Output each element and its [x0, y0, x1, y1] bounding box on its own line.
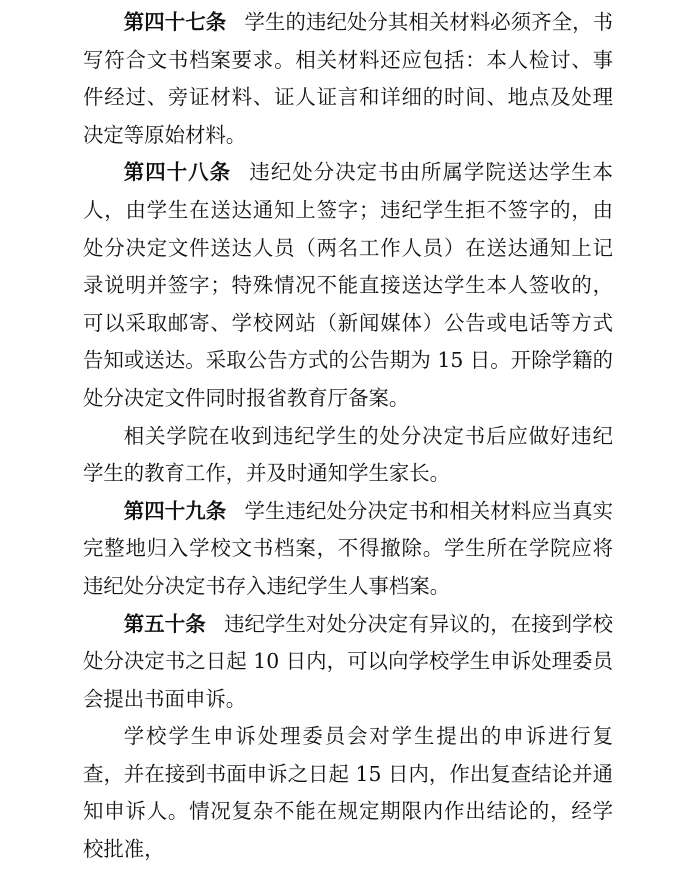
paragraph-article-49	[83, 493, 613, 606]
paragraph-article-50	[83, 606, 613, 719]
article-number: 第四十八条	[123, 160, 232, 185]
paragraph-text: 学生的违纪处分其相关材料必须齐全，书写符合文书档案要求。相关材料还应包括：本人检讨、事件经过、旁证材料、证人证言和详细的时间、地点及处理决定等原始材料。	[83, 10, 614, 147]
paragraph-article-48-continued	[83, 418, 613, 493]
paragraph-text: 违纪处分决定书由所属学院送达学生本人，由学生在送达通知上签字；违纪学生拒不签字的，由处分决定文件送达人员（两名工作人员）在送达通知上记录说明并签字；特殊情况不能直接送达学生本人签收的，可以采取邮寄、学校网站（新闻媒体）公告或电话等方式告知或送达。采取公告方式的公告期为 15 日。开除学籍的处分决定文件同时报省教育厅备案。	[83, 160, 614, 410]
paragraph-article-47	[83, 4, 613, 154]
paragraph-text: 相关学院在收到违纪学生的处分决定书后应做好违纪学生的教育工作，并及时通知学生家长。	[83, 423, 613, 486]
article-number: 第四十七条	[123, 10, 227, 34]
paragraph-article-50-continued	[83, 718, 613, 868]
article-number: 第五十条	[123, 611, 206, 636]
paragraph-article-48	[83, 154, 613, 417]
document-page	[83, 4, 613, 869]
paragraph-text: 学生违纪处分决定书和相关材料应当真实完整地归入学校文书档案，不得撤除。学生所在学院应将违纪处分决定书存入违纪学生人事档案。	[83, 498, 614, 598]
paragraph-text: 违纪学生对处分决定有异议的，在接到学校处分决定书之日起 10 日内，可以向学校学生申诉处理委员会提出书面申诉。	[83, 611, 614, 711]
paragraph-text: 学校学生申诉处理委员会对学生提出的申诉进行复查，并在接到书面申诉之日起 15 日内，作出复查结论并通知申诉人。情况复杂不能在规定期限内作出结论的，经学校批准，	[83, 724, 613, 862]
article-number: 第四十九条	[123, 498, 227, 523]
